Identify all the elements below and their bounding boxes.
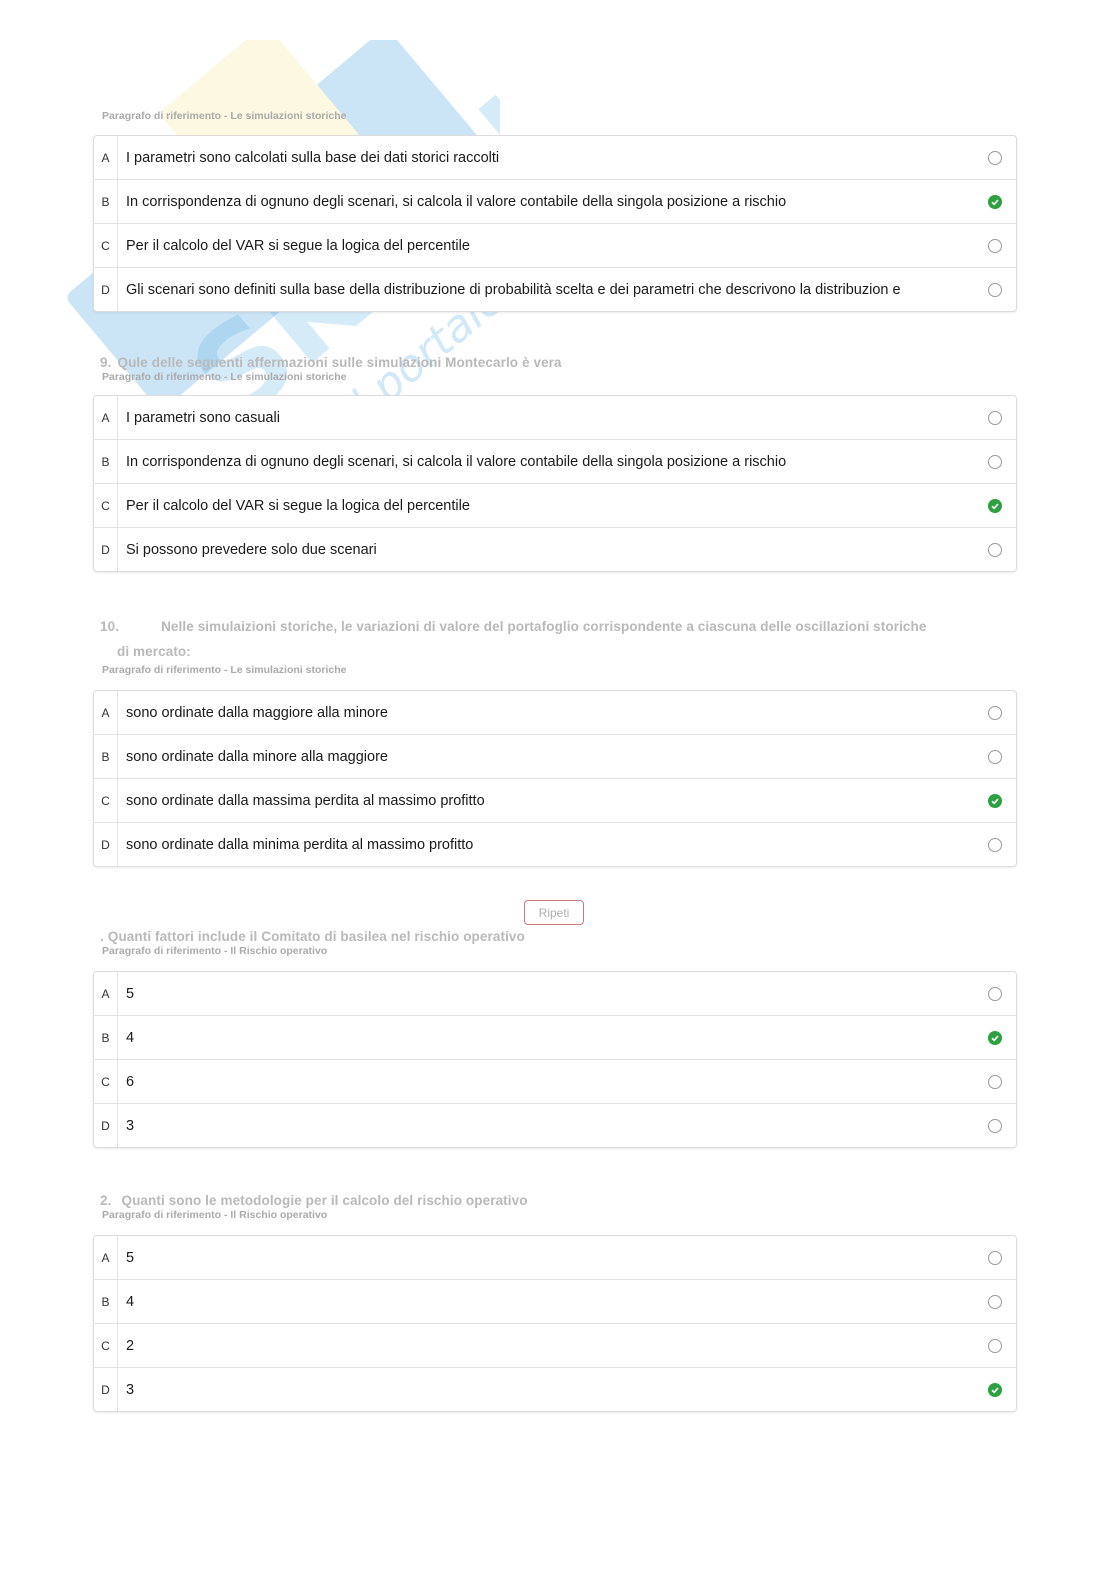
question-text-continued: di mercato: [117,644,191,659]
option-text: 4 [126,1029,135,1046]
option-text: 5 [126,985,135,1002]
answer-option[interactable] [94,179,1016,223]
option-text: 6 [126,1073,135,1090]
option-text: sono ordinate dalla massima perdita al massimo profitto [126,792,485,809]
question-title [100,614,1017,664]
answer-option[interactable] [94,527,1016,571]
option-text: 3 [126,1117,135,1134]
question-block-basilea [93,924,1017,1148]
answer-option[interactable] [94,734,1016,778]
options-list [93,135,1017,312]
question-text: Qule delle seguenti affermazioni sulle simulazioni Montecarlo è vera [117,355,562,370]
option-letter: A [94,136,118,179]
option-text: Per il calcolo del VAR si segue la logica del percentile [126,237,470,254]
option-text: Per il calcolo del VAR si segue la logica del percentile [126,497,470,514]
answer-option[interactable] [94,1367,1016,1411]
check-circle-icon[interactable] [988,1031,1002,1045]
options-list [93,395,1017,572]
radio-empty-icon[interactable] [988,455,1002,469]
question-block-10 [93,614,1017,867]
radio-empty-icon[interactable] [988,838,1002,852]
radio-empty-icon[interactable] [988,543,1002,557]
question-number: . [100,929,104,944]
question-text: Quanti sono le metodologie per il calcolo del rischio operativo [121,1193,528,1208]
option-letter: B [94,180,118,223]
option-text: 3 [126,1381,135,1398]
check-circle-icon[interactable] [988,794,1002,808]
option-text: Si possono prevedere solo due scenari [126,541,377,558]
question-number: 9. [100,355,112,370]
option-text: In corrispondenza di ognuno degli scenari, si calcola il valore contabile della singola posizione a rischio [126,453,787,470]
option-letter: D [94,268,118,311]
answer-option[interactable] [94,691,1016,734]
answer-option[interactable] [94,223,1016,267]
option-text: I parametri sono casuali [126,409,280,426]
option-text: Gli scenari sono definiti sulla base della distribuzione di probabilità scelta e dei parametri che descrivono la distribuzion e [126,281,901,298]
option-letter: C [94,1324,118,1367]
radio-empty-icon[interactable] [988,411,1002,425]
radio-empty-icon[interactable] [988,1075,1002,1089]
answer-option[interactable] [94,1015,1016,1059]
radio-empty-icon[interactable] [988,1251,1002,1265]
options-list [93,690,1017,867]
question-text: Quanti fattori include il Comitato di basilea nel rischio operativo [107,929,525,944]
option-letter: A [94,1236,118,1279]
check-circle-icon[interactable] [988,195,1002,209]
option-letter: A [94,396,118,439]
answer-option[interactable] [94,396,1016,439]
radio-empty-icon[interactable] [988,706,1002,720]
question-text: Nelle simulaizioni storiche, le variazioni di valore del portafoglio corrispondente a ciascuna delle oscillazioni storiche [161,619,927,634]
check-circle-icon[interactable] [988,1383,1002,1397]
question-reference: Paragrafo di riferimento - Le simulazioni storiche [102,110,347,122]
radio-empty-icon[interactable] [988,1119,1002,1133]
option-letter: C [94,484,118,527]
option-letter: C [94,779,118,822]
answer-option[interactable] [94,972,1016,1015]
option-letter: D [94,823,118,866]
answer-option[interactable] [94,822,1016,866]
option-text: 4 [126,1293,135,1310]
radio-empty-icon[interactable] [988,750,1002,764]
option-text: I parametri sono calcolati sulla base dei dati storici raccolti [126,149,500,166]
answer-option[interactable] [94,1103,1016,1147]
option-text: In corrispondenza di ognuno degli scenari, si calcola il valore contabile della singola posizione a rischio [126,193,787,210]
radio-empty-icon[interactable] [988,151,1002,165]
option-letter: D [94,1368,118,1411]
answer-option[interactable] [94,1059,1016,1103]
option-letter: B [94,735,118,778]
answer-option[interactable] [94,1323,1016,1367]
option-letter: D [94,528,118,571]
option-letter: A [94,972,118,1015]
option-letter: C [94,224,118,267]
radio-empty-icon[interactable] [988,283,1002,297]
question-number: 2. [100,1193,112,1208]
option-letter: B [94,1016,118,1059]
option-letter: C [94,1060,118,1103]
option-letter: B [94,440,118,483]
answer-option[interactable] [94,439,1016,483]
radio-empty-icon[interactable] [988,987,1002,1001]
answer-option[interactable] [94,267,1016,311]
option-text: 5 [126,1249,135,1266]
check-circle-icon[interactable] [988,499,1002,513]
repeat-button[interactable]: Ripeti [524,900,584,925]
option-text: sono ordinate dalla minima perdita al massimo profitto [126,836,474,853]
question-reference: Paragrafo di riferimento - Le simulazioni storiche [102,664,347,676]
question-reference: Paragrafo di riferimento - Le simulazioni storiche [102,371,347,383]
question-block-1 [93,108,1017,312]
question-block-2 [93,1188,1017,1412]
option-letter: D [94,1104,118,1147]
option-text: sono ordinate dalla maggiore alla minore [126,704,388,721]
answer-option[interactable] [94,483,1016,527]
question-block-9 [93,350,1017,572]
option-text: sono ordinate dalla minore alla maggiore [126,748,388,765]
question-reference: Paragrafo di riferimento - Il Rischio operativo [102,945,328,957]
radio-empty-icon[interactable] [988,1295,1002,1309]
answer-option[interactable] [94,778,1016,822]
options-list [93,1235,1017,1412]
option-text: 2 [126,1337,135,1354]
radio-empty-icon[interactable] [988,1339,1002,1353]
question-reference: Paragrafo di riferimento - Il Rischio operativo [102,1209,328,1221]
option-letter: B [94,1280,118,1323]
answer-option[interactable] [94,1279,1016,1323]
option-letter: A [94,691,118,734]
answer-option[interactable] [94,136,1016,179]
question-number: 10. [100,619,120,634]
answer-option[interactable] [94,1236,1016,1279]
radio-empty-icon[interactable] [988,239,1002,253]
options-list [93,971,1017,1148]
